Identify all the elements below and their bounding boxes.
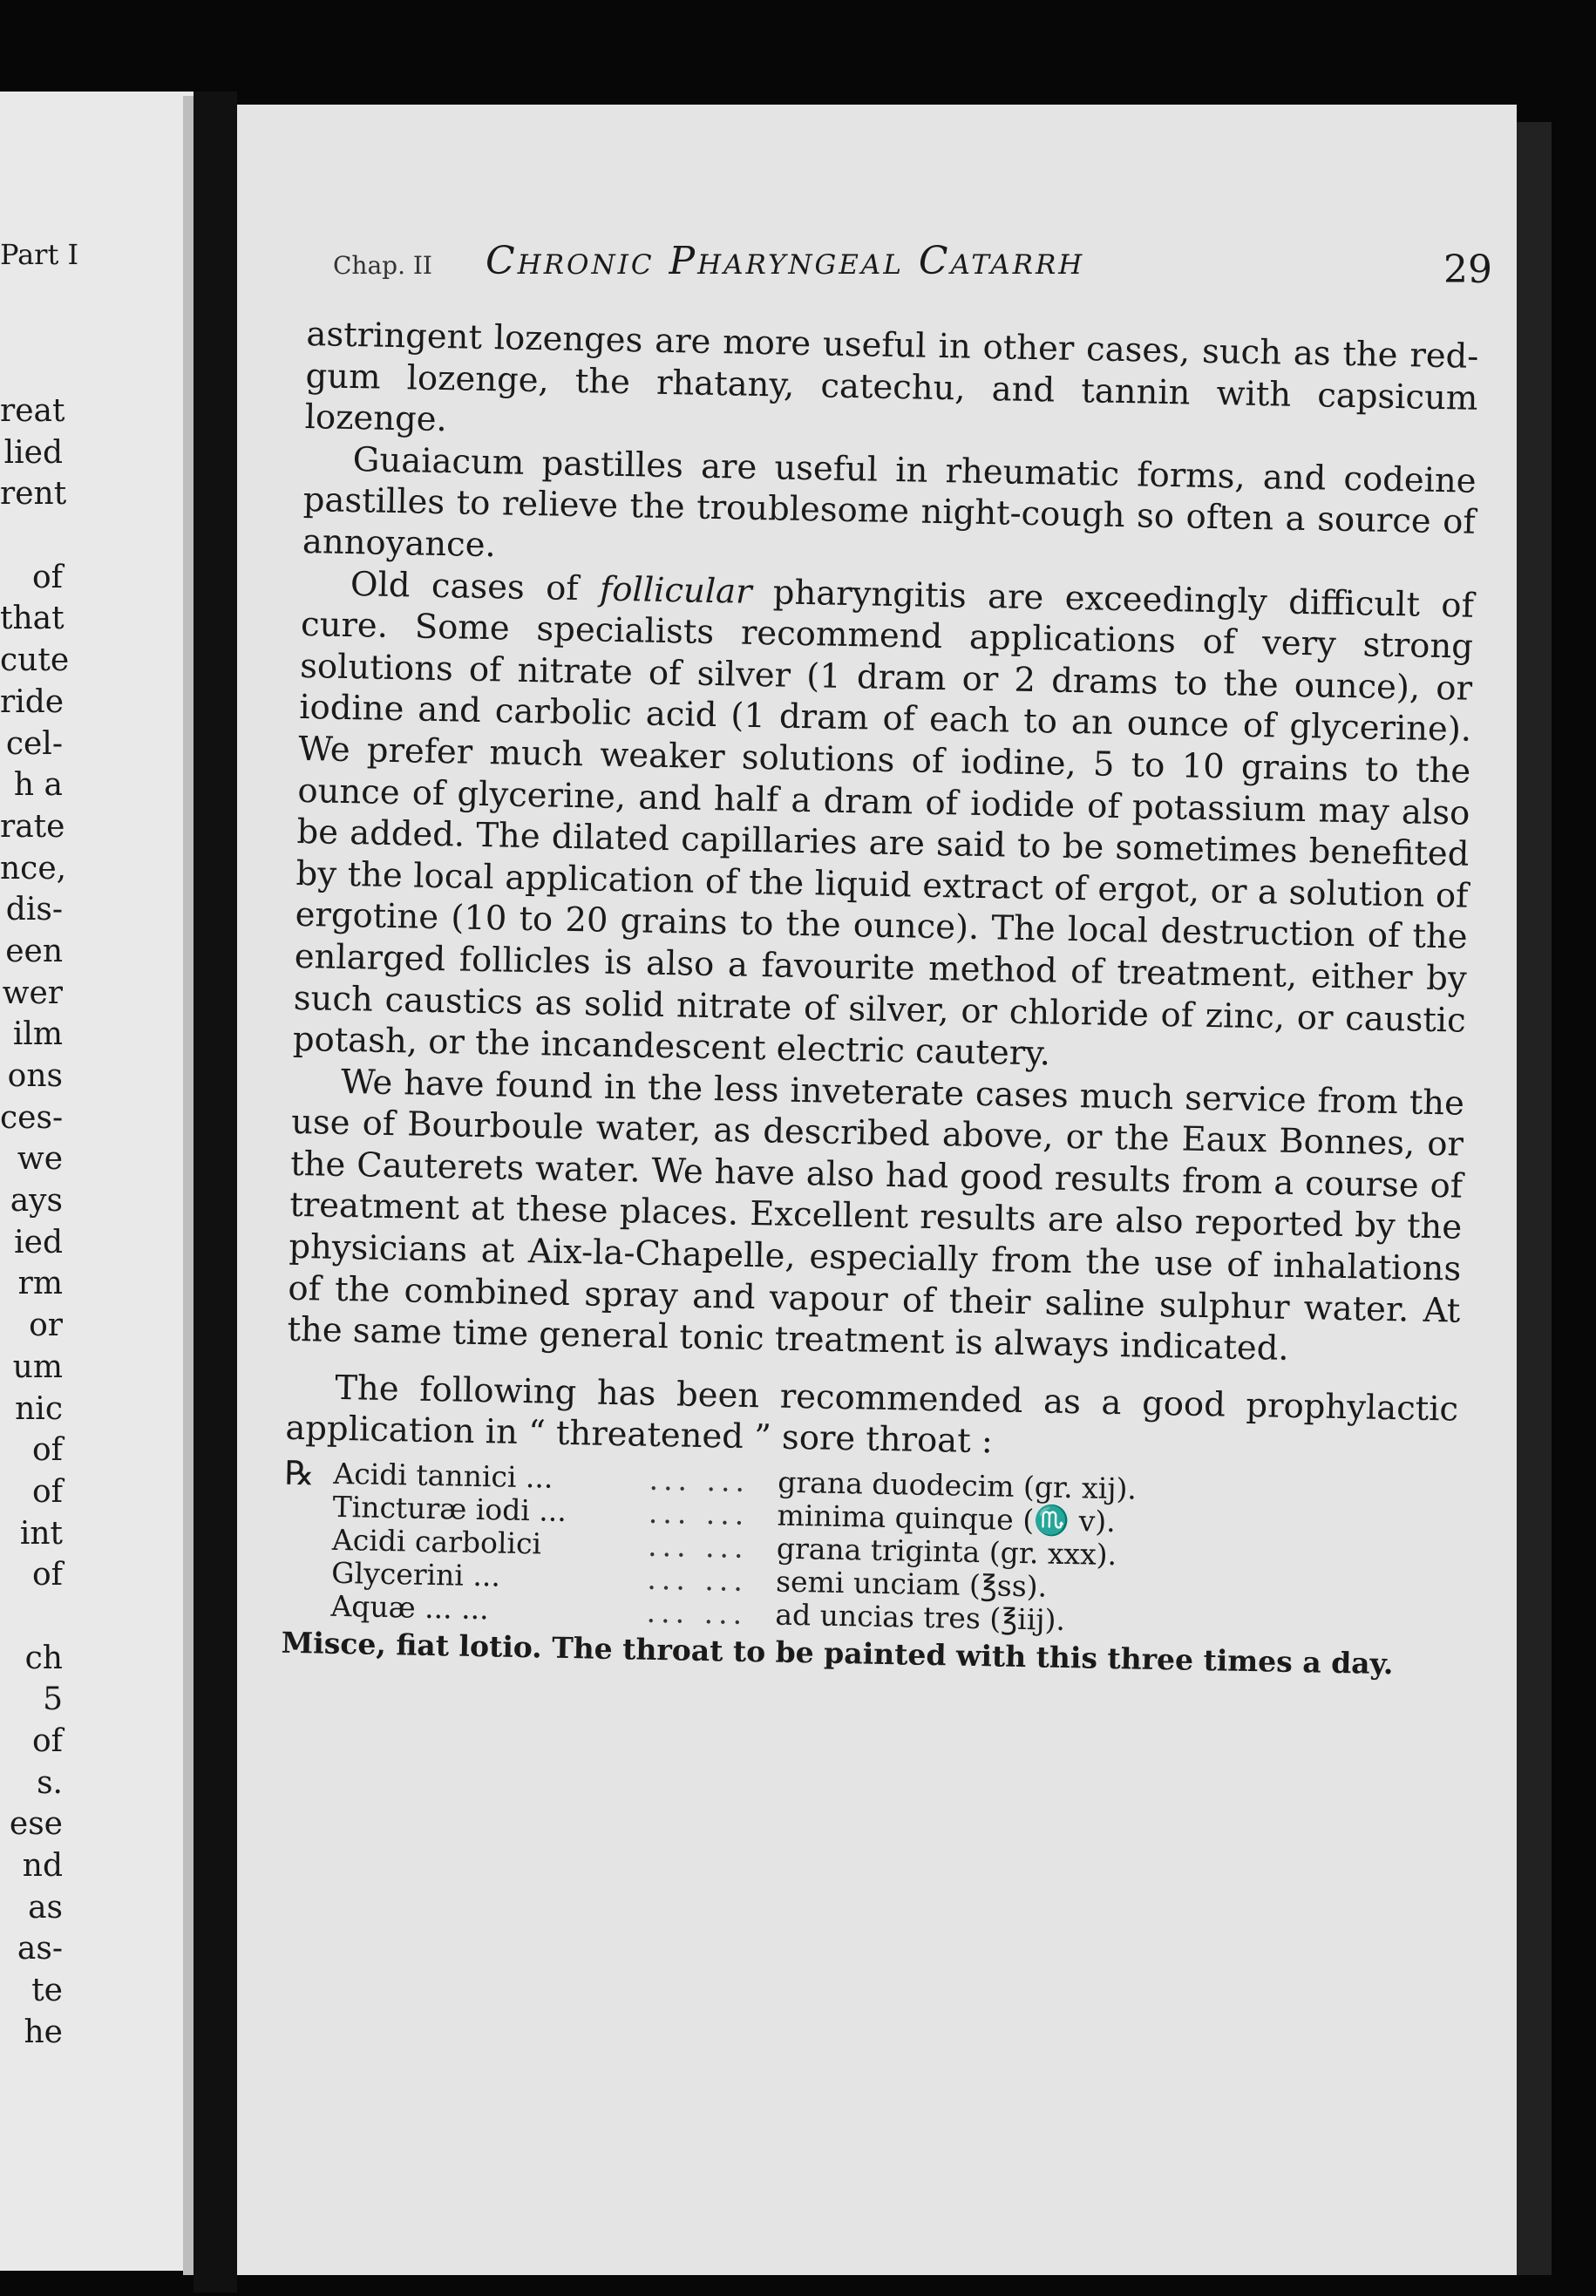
prescription-ingredient: Acidi carbolici xyxy=(331,1522,542,1561)
page-edge-shadow xyxy=(1517,122,1552,2275)
previous-page-fragment-line: as xyxy=(28,1889,63,1926)
previous-page-fragment-line: h a xyxy=(13,767,63,804)
previous-page-fragment-line: 5 xyxy=(43,1681,63,1718)
previous-page-fragment-line: lied xyxy=(3,434,63,471)
prescription-closing: Misce, fiat lotio. The throat to be painted with this three times a day. xyxy=(281,1625,1394,1681)
previous-page-fragment-line: rate xyxy=(0,808,65,845)
paragraph-follicular xyxy=(293,563,1475,1083)
running-title: Chronic Pharyngeal Catarrh xyxy=(486,239,1085,283)
previous-page-fragment-line: ch xyxy=(24,1640,63,1676)
prescription-ingredient: Acidi tannici ... xyxy=(333,1456,554,1495)
prescription-leader-dots: ... ... xyxy=(649,1462,750,1499)
previous-page-fragment-line: s. xyxy=(37,1764,63,1801)
paragraph-continued: astringent lozenges are more useful in other cases, such as the red-gum lozenge, the rhatany, catechu, and tannin with capsicum lozenge. xyxy=(304,314,1479,440)
book-spine xyxy=(194,92,237,2293)
prescription-leader-dots: ... ... xyxy=(646,1594,748,1632)
previous-page-fragment-line: ces- xyxy=(0,1099,64,1136)
previous-page-fragment-line xyxy=(0,515,194,557)
previous-page-fragment-line: nic xyxy=(15,1390,63,1427)
previous-page-fragment-line xyxy=(0,1596,194,1638)
rx-symbol xyxy=(283,1523,333,1557)
paragraph-prophylactic: The following has been recommended as a good prophylactic application in “ threatened ” sore throat : xyxy=(285,1368,1459,1462)
rx-symbol xyxy=(282,1589,331,1623)
rx-symbol: ℞ xyxy=(284,1453,315,1493)
paragraph-follicular-rest: pharyngitis are exceedingly difficult of cure. Some specialists recommend applications of very strong solutions of nitrate of silver (1 dram or 2 drams to the ounce), or iodine and carbolic acid (1 dram of each to an ounce of glycerine). We prefer much weaker solutions of iodine, 5 to 10 grains to the ounce of glycerine, and half a dram of iodide of potassium may also be added. The dilated capillaries are said to be sometimes benefited by the local application of the liquid extract of ergot, or a solution of ergotine (10 to 20 grains to the ounce). The local destruction of the enlarged follicles is also a favourite method of treatment, either by such caustics as solid nitrate of silver, or chloride of zinc, or caustic potash, or the incandescent electric cautery. xyxy=(292,572,1475,1074)
prescription-ingredient: Tincturæ iodi ... xyxy=(332,1489,567,1528)
previous-page-fragment-line: as- xyxy=(17,1931,63,1967)
previous-page-fragment-line: rent xyxy=(0,476,67,513)
previous-page-fragment-line: ese xyxy=(9,1806,63,1843)
prescription-leader-dots: ... ... xyxy=(647,1528,750,1566)
running-head xyxy=(333,239,1492,300)
prescription-dose: semi unciam (℥ss). xyxy=(775,1564,1048,1604)
prescription-table xyxy=(282,1453,1457,1645)
previous-page-fragment-line: of xyxy=(32,1557,63,1593)
previous-page-fragment-line: dis- xyxy=(5,892,63,928)
previous-page-fragment-line: nce, xyxy=(0,850,67,886)
rx-symbol xyxy=(282,1556,332,1590)
previous-page-fragment-line: of xyxy=(32,1432,63,1469)
previous-page-fragment-line: he xyxy=(24,2014,63,2050)
previous-page-fragment-line: ride xyxy=(0,683,65,720)
previous-page-header: Part I xyxy=(0,238,79,271)
previous-page-fragment-line: reat xyxy=(0,393,65,429)
previous-page-fragment-line: nd xyxy=(22,1848,63,1885)
rx-symbol xyxy=(283,1490,333,1524)
paragraph-guaiacum: Guaiacum pastilles are useful in rheumatic forms, and codeine pastilles to relieve the troublesome night-cough so often a source of annoyance. xyxy=(302,439,1477,566)
previous-page-fragment-line: een xyxy=(5,933,63,969)
previous-page-fragment-line: ays xyxy=(10,1183,63,1219)
previous-page-fragment-line: we xyxy=(17,1141,63,1178)
previous-page-fragment-line: int xyxy=(19,1515,63,1552)
previous-page-fragment-line: cute xyxy=(0,642,70,679)
prescription-dose: minima quinque (♏ v). xyxy=(777,1498,1117,1539)
previous-page-fragment xyxy=(0,92,194,2271)
page-number: 29 xyxy=(1443,248,1492,292)
prescription-dose: grana triginta (gr. xxx). xyxy=(776,1531,1117,1573)
previous-page-fragment-line: cel- xyxy=(5,725,63,762)
italic-follicular: follicular xyxy=(599,569,752,612)
previous-page-fragment-line: ied xyxy=(14,1224,63,1260)
previous-page-fragment-line: ons xyxy=(7,1058,63,1094)
previous-page-fragment-line: ilm xyxy=(12,1016,63,1053)
previous-page-fragment-line: rm xyxy=(17,1266,63,1302)
prescription-ingredient: Glycerini ... xyxy=(330,1555,501,1593)
book-page xyxy=(237,105,1517,2275)
paragraph-follicular-start: Old cases of xyxy=(350,564,601,609)
previous-page-fragment-line: um xyxy=(12,1348,63,1385)
previous-page-fragment-line: te xyxy=(31,1973,63,2009)
prescription-dose: grana duodecim (gr. xij). xyxy=(777,1464,1138,1506)
chapter-label: Chap. II xyxy=(333,251,432,280)
prescription-leader-dots: ... ... xyxy=(648,1495,750,1532)
previous-page-fragment-line: of xyxy=(32,1473,63,1510)
prescription-leader-dots: ... ... xyxy=(647,1561,749,1599)
previous-page-line-fragments xyxy=(0,391,194,2054)
prescription-ingredient: Aquæ ... ... xyxy=(330,1588,490,1627)
previous-page-fragment-line: of xyxy=(32,1723,63,1759)
previous-page-fragment-line: or xyxy=(29,1308,63,1344)
body-text xyxy=(281,314,1478,1683)
previous-page-fragment-line: wer xyxy=(2,975,63,1011)
previous-page-fragment-line: of xyxy=(32,559,63,595)
prescription-dose: ad uncias tres (℥iij). xyxy=(775,1597,1066,1638)
previous-page-fragment-line: that xyxy=(0,601,65,637)
paragraph-bourboule: We have found in the less inveterate cases much service from the use of Bourboule water, as described above, or the Eaux Bonnes, or the Cauterets water. We have also had good results from a course of treatment at these places. Excellent results are also reported by the physicians at Aix-la-Chapelle, especially from the use of inhalations of the combined spray and vapour of their saline sulphur water. At the same time general tonic treatment is always indicated. xyxy=(287,1062,1465,1369)
